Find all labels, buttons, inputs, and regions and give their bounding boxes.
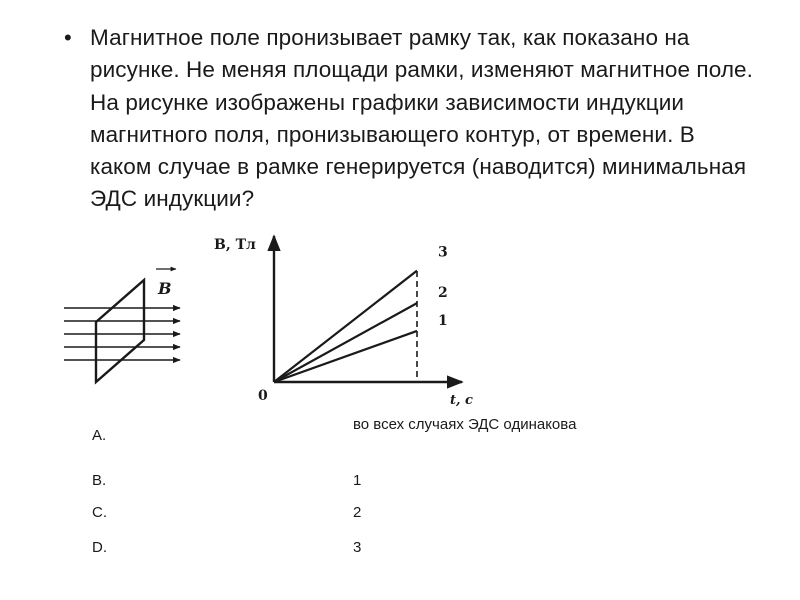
series-line-1	[274, 331, 417, 382]
bullet: •	[64, 25, 72, 50]
origin-label: 0	[258, 388, 268, 404]
vector-b-label: B	[158, 279, 172, 298]
x-axis-label: t, c	[450, 393, 473, 408]
y-axis-label: B, Тл	[214, 237, 256, 253]
answer-text: 3	[353, 539, 362, 556]
answer-text: 2	[353, 504, 362, 521]
frame-diagram	[64, 269, 180, 382]
answers-table	[0, 410, 800, 590]
physics-figure	[60, 230, 480, 410]
question-block	[64, 22, 764, 230]
series-line-2	[274, 303, 417, 382]
series-label-2: 2	[438, 285, 448, 302]
graph	[214, 236, 473, 408]
question-text: Магнитное поле пронизывает рамку так, как показано на рисунке. Не меняя площади рамки, изменяют магнитное поле. На рисунке изображены графики зависимости индукции магнитного поля, пронизывающего контур, от времени. В каком случае в рамке генерируется (наводится) минимальная ЭДС индукции?	[90, 25, 754, 212]
answer-text: 1	[353, 472, 362, 489]
answer-letter: D.	[92, 539, 107, 556]
answer-letter: A.	[92, 427, 107, 444]
answer-letter: C.	[92, 504, 107, 521]
series-label-3: 3	[438, 244, 448, 261]
wire-frame	[96, 280, 144, 382]
series-label-1: 1	[438, 312, 448, 329]
field-lines	[64, 308, 180, 360]
series-lines	[274, 245, 448, 382]
answer-letter: B.	[92, 472, 107, 489]
answer-text: во всех случаях ЭДС одинакова	[353, 416, 577, 433]
series-line-3	[274, 271, 417, 382]
